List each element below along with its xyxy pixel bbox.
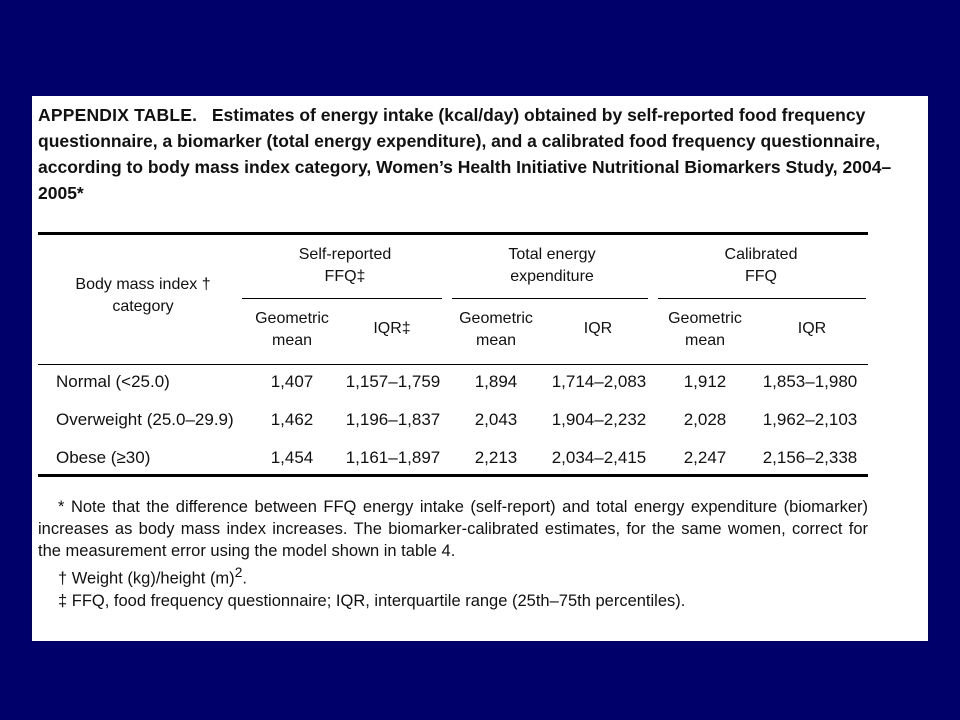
subheader-geometric-mean — [242, 308, 342, 352]
subheader-line2: mean — [475, 332, 517, 349]
subheader-line1: Geometric — [668, 310, 742, 327]
table-cell: 1,196–1,837 — [345, 410, 441, 429]
table-cell: 1,454 — [270, 448, 314, 467]
table-footnotes — [38, 496, 868, 612]
table-cell: 1,161–1,897 — [345, 448, 441, 467]
footnote-dagger — [38, 562, 868, 590]
table-cell: 1,462 — [270, 410, 314, 429]
subheader-line1: IQR — [583, 320, 613, 337]
group-rule-total-energy — [452, 298, 648, 299]
group-header-line1: Calibrated — [724, 246, 798, 263]
table-title-text: Estimates of energy intake (kcal/day) obtained by self-reported food frequency questionnaire, a biomarker (total energy expenditure), and a calibrated food frequency questionnaire, according to body mass index category, Women’s Health Initiative Nutritional Biomarkers Study, 2004–2005* — [38, 105, 892, 203]
subheader-geometric-mean — [452, 308, 540, 352]
table-cell: 1,157–1,759 — [345, 372, 441, 391]
table-cell: 2,043 — [474, 410, 518, 429]
table-title — [38, 102, 918, 206]
group-header-line1: Self-reported — [298, 246, 392, 263]
table-cell: 2,156–2,338 — [762, 448, 858, 467]
subheader-iqr — [758, 318, 866, 340]
subheader-line1: Geometric — [459, 310, 533, 327]
subheader-geometric-mean — [658, 308, 752, 352]
table-cell: 1,894 — [474, 372, 518, 391]
table-top-rule — [38, 232, 868, 235]
table-cell: 1,962–2,103 — [762, 410, 858, 429]
row-header-line2: category — [112, 298, 174, 315]
table-title-label: APPENDIX TABLE. — [38, 105, 198, 125]
table-cell: 1,904–2,232 — [551, 410, 647, 429]
group-header-calibrated — [656, 244, 866, 288]
footnote-star: * Note that the difference between FFQ energy intake (self-report) and total energy expenditure (biomarker) increases as body mass index increases. The biomarker-calibrated estimates, for the same women, correct for the measurement error using the model shown in table 4. — [38, 498, 868, 560]
appendix-table-page — [32, 96, 928, 641]
subheader-line1: IQR — [797, 320, 827, 337]
row-category-overweight: Overweight (25.0–29.9) — [56, 410, 234, 429]
footnote-dagger-end: . — [242, 569, 247, 588]
table-cell: 1,407 — [270, 372, 314, 391]
footnote-double-dagger: ‡ FFQ, food frequency questionnaire; IQR, interquartile range (25th–75th percentiles). — [58, 591, 686, 610]
row-header — [38, 274, 248, 318]
table-cell: 2,028 — [683, 410, 727, 429]
table-cell: 2,034–2,415 — [551, 448, 647, 467]
group-rule-self-reported — [242, 298, 442, 299]
table-bottom-rule — [38, 474, 868, 477]
subheader-line1: Geometric — [255, 310, 329, 327]
subheader-line2: mean — [271, 332, 313, 349]
table-cell: 1,714–2,083 — [551, 372, 647, 391]
group-rule-calibrated — [658, 298, 866, 299]
table-header-rule — [38, 364, 868, 365]
table-cell: 1,912 — [683, 372, 727, 391]
group-header-line1: Total energy — [508, 246, 596, 263]
row-category-normal: Normal (<25.0) — [56, 372, 170, 391]
group-header-line2: FFQ — [745, 268, 777, 285]
row-category-obese: Obese (≥30) — [56, 448, 151, 467]
row-header-line1: Body mass index † — [75, 276, 211, 293]
table-cell: 2,247 — [683, 448, 727, 467]
subheader-line2: mean — [684, 332, 726, 349]
table-cell: 1,853–1,980 — [762, 372, 858, 391]
subheader-iqr — [548, 318, 648, 340]
subheader-iqr — [342, 318, 442, 340]
group-header-total-energy — [452, 244, 652, 288]
group-header-line2: expenditure — [510, 268, 594, 285]
group-header-self-reported — [242, 244, 448, 288]
table-cell: 2,213 — [474, 448, 518, 467]
footnote-dagger-sup: 2 — [234, 565, 243, 580]
footnote-dagger-text: † Weight (kg)/height (m) — [58, 569, 235, 588]
subheader-line1: IQR‡ — [373, 320, 411, 337]
group-header-line2: FFQ‡ — [324, 268, 366, 285]
